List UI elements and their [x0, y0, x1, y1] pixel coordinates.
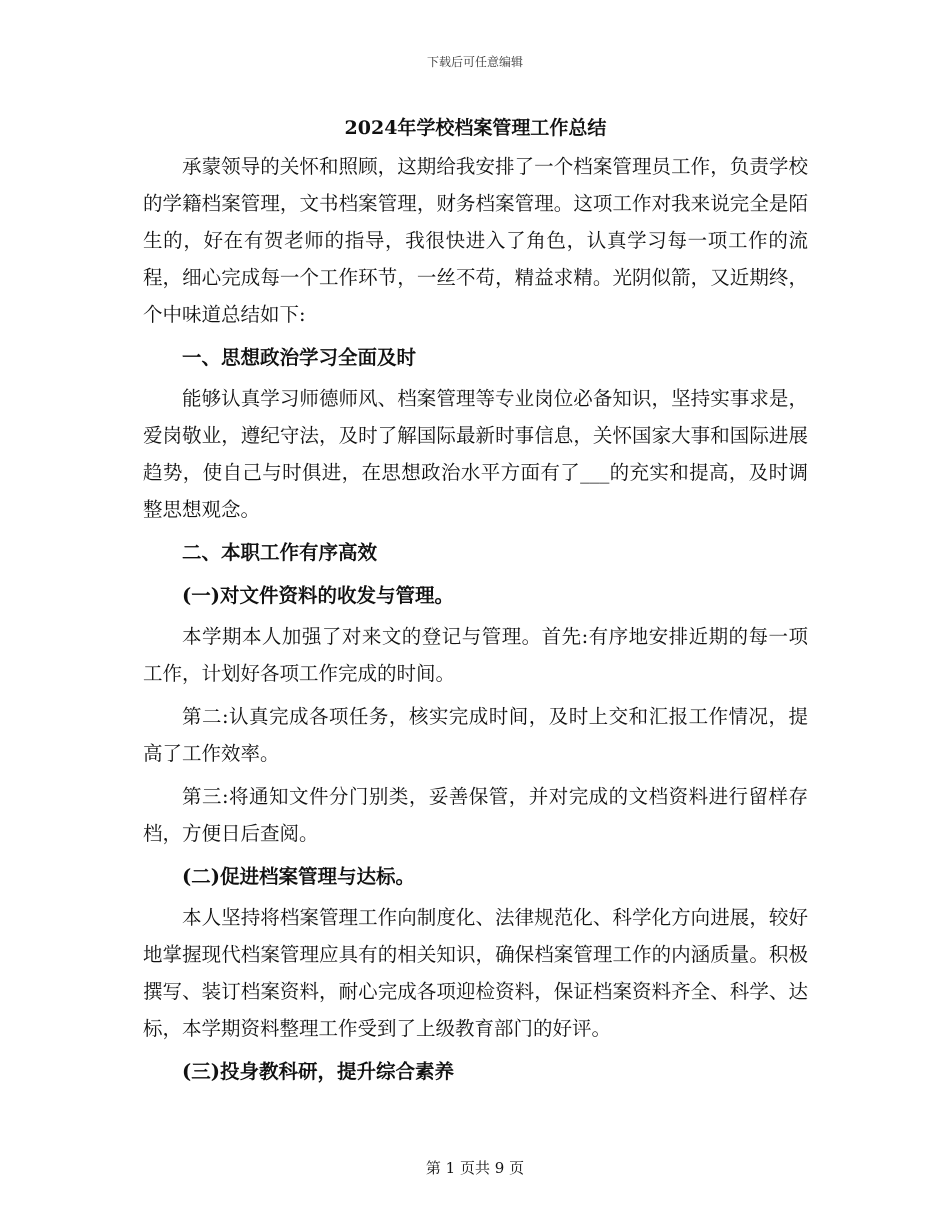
section2-sub1-paragraph-3: 第三:将通知文件分门别类，妥善保管，并对完成的文档资料进行留样存档，方便日后查阅。: [143, 785, 808, 845]
document-body: [143, 114, 808, 1094]
page-footer-number: 第 1 页共 9 页: [425, 1159, 525, 1177]
section1-paragraph: 能够认真学习师德师风、档案管理等专业岗位必备知识，坚持实事求是，爱岗敬业，遵纪守法，及时了解国际最新时事信息，关怀国家大事和国际进展趋势，使自己与时俱进，在思想政治水平方面有了___的充实和提高，及时调整思想观念。: [143, 387, 808, 521]
section2-sub1-heading: (一)对文件资料的收发与管理。: [182, 584, 454, 607]
section2-heading: 二、本职工作有序高效: [182, 541, 378, 564]
document-title: 2024年学校档案管理工作总结: [344, 117, 607, 139]
section2-sub1-paragraph-2: 第二:认真完成各项任务，核实完成时间，及时上交和汇报工作情况，提高了工作效率。: [143, 705, 808, 765]
section2-sub3-heading: (三)投身教科研，提升综合素养: [182, 1060, 454, 1083]
section2-sub1-paragraph-1: 本学期本人加强了对来文的登记与管理。首先:有序地安排近期的每一项工作，计划好各项工作完成的时间。: [143, 625, 808, 685]
section2-sub2-paragraph-1: 本人坚持将档案管理工作向制度化、法律规范化、科学化方向进展，较好地掌握现代档案管理应具有的相关知识，确保档案管理工作的内涵质量。积极撰写、装订档案资料，耐心完成各项迎检资料，保证档案资料齐全、科学、达标，本学期资料整理工作受到了上级教育部门的好评。: [143, 906, 808, 1040]
intro-paragraph: 承蒙领导的关怀和照顾，这期给我安排了一个档案管理员工作，负责学校的学籍档案管理，文书档案管理，财务档案管理。这项工作对我来说完全是陌生的，好在有贺老师的指导，我很快进入了角色，认真学习每一项工作的流程，细心完成每一个工作环节，一丝不苟，精益求精。光阴似箭，又近期终，个中味道总结如下:: [143, 155, 808, 326]
page-header-note: 下载后可任意编辑: [426, 55, 523, 69]
section2-sub2-heading: (二)促进档案管理与达标。: [182, 865, 415, 888]
section1-heading: 一、思想政治学习全面及时: [182, 346, 417, 369]
